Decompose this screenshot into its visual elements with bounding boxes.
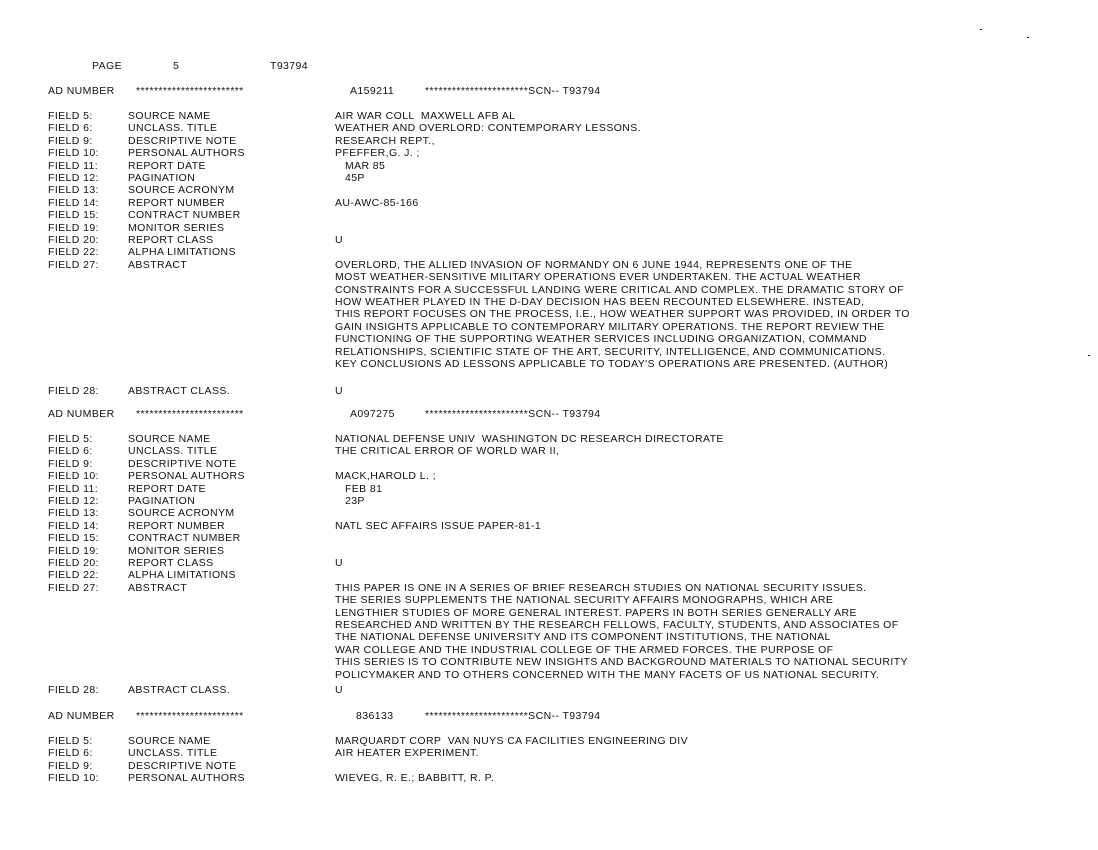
- field-name: ALPHA LIMITATIONS: [128, 246, 236, 259]
- field-number: FIELD 11:: [48, 159, 99, 172]
- field-number: FIELD 6:: [48, 747, 93, 760]
- field-name: REPORT NUMBER: [128, 196, 225, 209]
- field-value: RESEARCH REPT.,: [335, 134, 435, 147]
- ad-number-line: [0, 408, 1098, 421]
- separator-stars: ************************: [136, 710, 244, 722]
- abstract-text: OVERLORD, THE ALLIED INVASION OF NORMANDY ON 6 JUNE 1944, REPRESENTS ONE OF THE MOST WEATHER-SENSITIVE MILITARY OPERATIONS EVER UNDERTAKEN. THE ACTUAL WEATHER CONSTRAINTS FOR A SUCCESSFUL LANDING WERE CRITICAL AND COMPLEX. THE DRAMATIC STORY OF HOW WEATHER PLAYED IN THE D-DAY DECISION HAS BEEN RECOUNTED ELSEWHERE. INSTEAD, THIS REPORT FOCUSES ON THE PROCESS, I.E., HOW WEATHER SUPPORT WAS PROVIDED, IN ORDER TO GAIN INSIGHTS APPLICABLE TO CONTEMPORARY MILITARY OPERATIONS. THE REPORT REVIEW THE FUNCTIONING OF THE SUPPORTING WEATHER SERVICES INCLUDING ORGANIZATION, COMMAND RELATIONSHIPS, SCIENTIFIC STATE OF THE ART, SECURITY, INTELLIGENCE, AND COMMUNICATIONS. KEY CONCLUSIONS AD LESSONS APPLICABLE TO TODAY'S OPERATIONS ARE PRESENTED. (AUTHOR): [335, 258, 910, 371]
- field-number: FIELD 5:: [48, 735, 93, 747]
- field-name: UNCLASS. TITLE: [128, 122, 218, 135]
- record-2: [0, 408, 1098, 696]
- field-name: SOURCE NAME: [128, 433, 211, 445]
- field-name: DESCRIPTIVE NOTE: [128, 759, 237, 772]
- separator-stars: ************************: [136, 85, 244, 97]
- field-value: AIR HEATER EXPERIMENT.: [335, 747, 479, 760]
- field-number: FIELD 6:: [48, 122, 93, 135]
- field-name: DESCRIPTIVE NOTE: [128, 457, 237, 470]
- field-name: REPORT CLASS: [128, 234, 214, 246]
- field-number: FIELD 27:: [48, 581, 99, 594]
- field-name: REPORT NUMBER: [128, 519, 225, 532]
- field-name: PERSONAL AUTHORS: [128, 470, 245, 483]
- field-name: REPORT CLASS: [128, 557, 214, 569]
- ad-number-line: [0, 85, 1098, 98]
- field-name: MONITOR SERIES: [128, 221, 225, 234]
- field-number: FIELD 14:: [48, 196, 99, 209]
- field-name: SOURCE ACRONYM: [128, 184, 235, 197]
- field-value: U: [335, 684, 343, 696]
- field-number: FIELD 22:: [48, 569, 99, 582]
- field-number: FIELD 22:: [48, 246, 99, 259]
- field-value: PFEFFER,G. J. ;: [335, 147, 420, 160]
- field-name: CONTRACT NUMBER: [128, 532, 241, 545]
- field-value: AU-AWC-85-166: [335, 196, 419, 209]
- field-name: ABSTRACT CLASS.: [128, 684, 231, 696]
- field-number: FIELD 10:: [48, 470, 99, 483]
- field-value: U: [335, 234, 343, 246]
- field-name: MONITOR SERIES: [128, 544, 225, 557]
- field-value: AIR WAR COLL MAXWELL AFB AL: [335, 110, 516, 122]
- field-number: FIELD 20:: [48, 557, 99, 569]
- field-value: MACK,HAROLD L. ;: [335, 470, 436, 483]
- field-number: FIELD 28:: [48, 684, 99, 696]
- field-number: FIELD 14:: [48, 519, 99, 532]
- scn-reference: ***********************SCN-- T93794: [425, 408, 601, 420]
- field-name: ABSTRACT CLASS.: [128, 385, 231, 397]
- abstract-text: THIS PAPER IS ONE IN A SERIES OF BRIEF RESEARCH STUDIES ON NATIONAL SECURITY ISSUES. THE SERIES SUPPLEMENTS THE NATIONAL SECURITY AFFAIRS MONOGRAPHS, WHICH ARE LENGTHIER STUDIES OF MORE GENERAL INTEREST. PAPERS IN BOTH SERIES GENERALLY ARE RESEARCHED AND WRITTEN BY THE RESEARCH FELLOWS, FACULTY, STUDENTS, AND ASSOCIATES OF THE NATIONAL DEFENSE UNIVERSITY AND ITS COMPONENT INSTITUTIONS, THE NATIONAL WAR COLLEGE AND THE INDUSTRIAL COLLEGE OF THE ARMED FORCES. THE PURPOSE OF THIS SERIES IS TO CONTRIBUTE NEW INSIGHTS AND BACKGROUND MATERIALS TO NATIONAL SECURITY POLICYMAKER AND TO OTHERS CONCERNED WITH THE MANY FACETS OF US NATIONAL SECURITY.: [335, 581, 908, 681]
- field-name: UNCLASS. TITLE: [128, 445, 218, 458]
- field-number: FIELD 9:: [48, 759, 93, 772]
- field-number: FIELD 28:: [48, 385, 99, 397]
- scan-speck: [1027, 37, 1029, 38]
- field-number: FIELD 9:: [48, 457, 93, 470]
- field-number: FIELD 13:: [48, 184, 99, 197]
- ad-number-value: A097275: [350, 408, 395, 420]
- field-number: FIELD 5:: [48, 110, 93, 122]
- field-number: FIELD 12:: [48, 172, 99, 184]
- field-name: PERSONAL AUTHORS: [128, 772, 245, 785]
- field-value: THE CRITICAL ERROR OF WORLD WAR II,: [335, 445, 560, 458]
- ad-number-value: 836133: [356, 710, 394, 722]
- field-number: FIELD 12:: [48, 495, 99, 507]
- field-name: SOURCE NAME: [128, 735, 211, 747]
- ad-number-label: AD NUMBER: [48, 710, 115, 722]
- field-number: FIELD 15:: [48, 532, 99, 545]
- field-value: U: [335, 557, 343, 569]
- scan-speck: [980, 29, 982, 30]
- record-1: [0, 85, 1098, 397]
- ad-number-line: [0, 710, 1098, 723]
- document-id: T93794: [270, 60, 309, 72]
- field-number: FIELD 20:: [48, 234, 99, 246]
- field-number: FIELD 6:: [48, 445, 93, 458]
- field-number: FIELD 19:: [48, 544, 99, 557]
- field-name: REPORT DATE: [128, 482, 206, 495]
- field-name: ABSTRACT: [128, 581, 188, 594]
- field-name: REPORT DATE: [128, 159, 206, 172]
- field-number: FIELD 9:: [48, 134, 93, 147]
- scn-reference: ***********************SCN-- T93794: [425, 710, 601, 722]
- field-name: DESCRIPTIVE NOTE: [128, 134, 237, 147]
- scan-speck: [1088, 355, 1090, 356]
- field-value: FEB 81: [335, 482, 383, 495]
- separator-stars: ************************: [136, 408, 244, 420]
- ad-number-value: A159211: [350, 85, 395, 97]
- field-value: MARQUARDT CORP VAN NUYS CA FACILITIES ENGINEERING DIV: [335, 735, 688, 747]
- field-value: 45P: [335, 172, 365, 184]
- field-name: ABSTRACT: [128, 258, 188, 271]
- record-3: [0, 710, 1098, 785]
- field-value: MAR 85: [335, 159, 386, 172]
- field-name: UNCLASS. TITLE: [128, 747, 218, 760]
- field-number: FIELD 19:: [48, 221, 99, 234]
- field-number: FIELD 5:: [48, 433, 93, 445]
- scn-reference: ***********************SCN-- T93794: [425, 85, 601, 97]
- page-number: 5: [173, 60, 180, 72]
- field-value: 23P: [335, 495, 365, 507]
- field-value: WEATHER AND OVERLORD: CONTEMPORARY LESSONS.: [335, 122, 642, 135]
- field-number: FIELD 13:: [48, 507, 99, 520]
- ad-number-label: AD NUMBER: [48, 85, 115, 97]
- field-number: FIELD 10:: [48, 772, 99, 785]
- field-name: PAGINATION: [128, 172, 196, 184]
- field-name: ALPHA LIMITATIONS: [128, 569, 236, 582]
- field-value: U: [335, 385, 343, 397]
- field-name: CONTRACT NUMBER: [128, 209, 241, 222]
- field-value: NATL SEC AFFAIRS ISSUE PAPER-81-1: [335, 519, 542, 532]
- field-value: NATIONAL DEFENSE UNIV WASHINGTON DC RESEARCH DIRECTORATE: [335, 433, 724, 445]
- field-number: FIELD 27:: [48, 258, 99, 271]
- field-name: SOURCE ACRONYM: [128, 507, 235, 520]
- page-label: PAGE: [92, 60, 122, 72]
- field-name: PAGINATION: [128, 495, 196, 507]
- field-value: WIEVEG, R. E.; BABBITT, R. P.: [335, 772, 495, 785]
- field-number: FIELD 11:: [48, 482, 99, 495]
- field-name: PERSONAL AUTHORS: [128, 147, 245, 160]
- field-name: SOURCE NAME: [128, 110, 211, 122]
- ad-number-label: AD NUMBER: [48, 408, 115, 420]
- field-number: FIELD 10:: [48, 147, 99, 160]
- field-number: FIELD 15:: [48, 209, 99, 222]
